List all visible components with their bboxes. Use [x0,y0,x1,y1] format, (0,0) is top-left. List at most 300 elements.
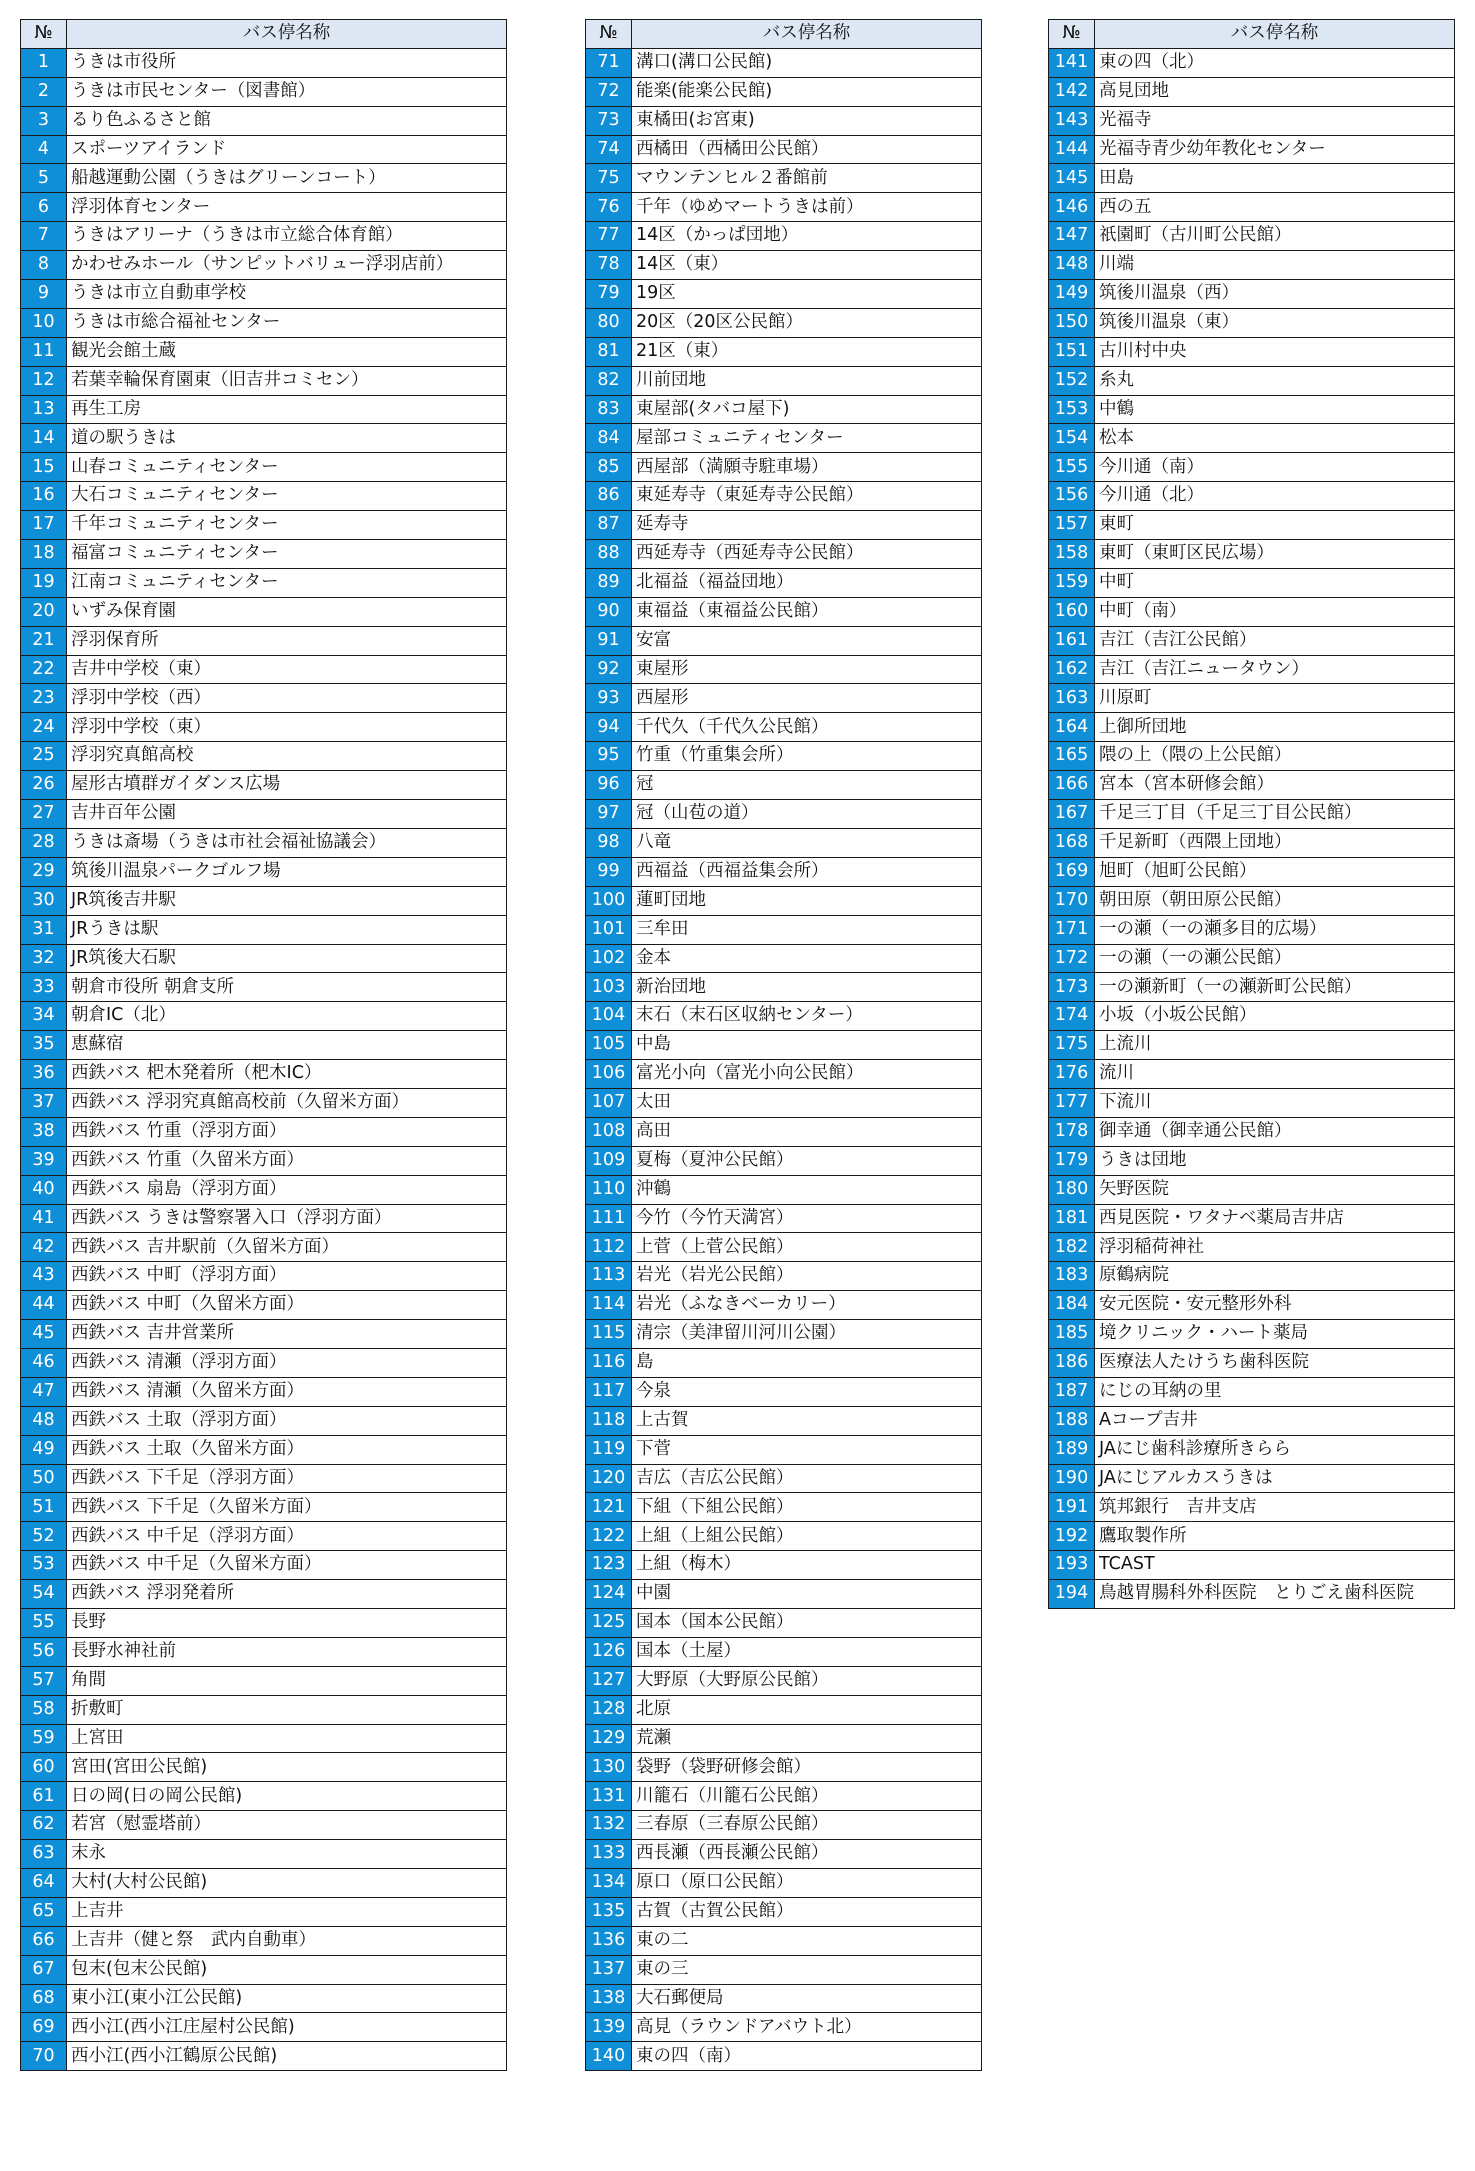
table-row [21,1811,507,1840]
stop-name-cell: 屋部コミュニティセンター [632,424,982,453]
stop-number-cell: 65 [21,1897,67,1926]
stop-name-cell: 上組（上組公民館） [632,1522,982,1551]
table-row [1049,713,1455,742]
stop-name-cell: 観光会館土蔵 [67,337,507,366]
stop-name-cell: 西小江(西小江庄屋村公民館) [67,2013,507,2042]
stop-name-cell: 上流川 [1095,1031,1455,1060]
stop-name-cell: 吉江（吉江公民館） [1095,626,1455,655]
stop-name-cell: 中町（南） [1095,597,1455,626]
table-row [586,337,982,366]
stop-number-cell: 63 [21,1840,67,1869]
stop-name-cell: 上菅（上菅公民館） [632,1233,982,1262]
stop-name-cell: 上吉井（健と祭 武内自動車） [67,1926,507,1955]
table-row [586,1782,982,1811]
stop-name-cell: 大村(大村公民館) [67,1869,507,1898]
stop-name-cell: 14区（かっぱ団地） [632,222,982,251]
table-body [1049,48,1455,1608]
stop-name-cell: 光福寺青少幼年教化センター [1095,135,1455,164]
table-row [1049,1435,1455,1464]
stop-number-cell: 18 [21,540,67,569]
table-row [21,1204,507,1233]
stop-name-cell: 千足三丁目（千足三丁目公民館） [1095,800,1455,829]
table-row [586,1146,982,1175]
stop-number-cell: 182 [1049,1233,1095,1262]
stop-number-cell: 54 [21,1580,67,1609]
table-header-row [586,20,982,49]
table-row [21,568,507,597]
stop-name-cell: 西延寿寺（西延寿寺公民館） [632,540,982,569]
table-row [21,800,507,829]
stop-name-cell: 境クリニック・ハート薬局 [1095,1320,1455,1349]
table-row [586,1811,982,1840]
table-row [21,77,507,106]
table-row [1049,1175,1455,1204]
stop-number-cell: 69 [21,2013,67,2042]
table-row [21,511,507,540]
stop-number-cell: 142 [1049,77,1095,106]
table-row [21,337,507,366]
stop-number-cell: 151 [1049,337,1095,366]
table-row [586,48,982,77]
table-row [1049,1320,1455,1349]
stop-number-cell: 123 [586,1551,632,1580]
stop-name-cell: 下組（下組公民館） [632,1493,982,1522]
table-row [1049,77,1455,106]
stop-name-cell: 鷹取製作所 [1095,1522,1455,1551]
stop-number-cell: 27 [21,800,67,829]
stop-name-cell: 今竹（今竹天満宮） [632,1204,982,1233]
stop-name-cell: 西小江(西小江鶴原公民館) [67,2042,507,2071]
stop-number-cell: 66 [21,1926,67,1955]
table-row [21,1117,507,1146]
stop-number-cell: 47 [21,1377,67,1406]
stop-name-cell: 千年コミュニティセンター [67,511,507,540]
stop-name-cell: 西鉄バス 下千足（浮羽方面） [67,1464,507,1493]
stop-number-cell: 37 [21,1088,67,1117]
stop-number-cell: 138 [586,1984,632,2013]
table-row [1049,626,1455,655]
table-row [21,1233,507,1262]
stop-name-cell: JRうきは駅 [67,915,507,944]
table-row [586,1464,982,1493]
stop-name-cell: 西鉄バス 吉井駅前（久留米方面） [67,1233,507,1262]
table-row [1049,482,1455,511]
stop-number-cell: 38 [21,1117,67,1146]
stop-name-cell: 岩光（ふなきベーカリー） [632,1291,982,1320]
stop-number-cell: 174 [1049,1002,1095,1031]
stop-number-cell: 4 [21,135,67,164]
stop-number-cell: 140 [586,2042,632,2071]
stop-number-cell: 191 [1049,1493,1095,1522]
table-row [586,1695,982,1724]
table-row [586,1348,982,1377]
stop-number-cell: 102 [586,944,632,973]
table-row [1049,424,1455,453]
table-row [586,1637,982,1666]
stop-number-cell: 25 [21,742,67,771]
stop-number-cell: 176 [1049,1060,1095,1089]
stop-name-cell: 御幸通（御幸通公民館） [1095,1117,1455,1146]
stop-number-cell: 93 [586,684,632,713]
table-row [586,424,982,453]
stop-name-cell: 東屋形 [632,655,982,684]
stop-name-cell: 東橘田(お宮東) [632,106,982,135]
table-row [1049,1406,1455,1435]
stop-name-cell: 糸丸 [1095,366,1455,395]
table-row [586,1724,982,1753]
stop-number-cell: 132 [586,1811,632,1840]
stop-number-cell: 77 [586,222,632,251]
table-row [1049,135,1455,164]
stop-name-cell: 末石（末石区収納センター） [632,1002,982,1031]
stop-name-cell: 西鉄バス 中町（浮羽方面） [67,1262,507,1291]
table-row [21,1060,507,1089]
stop-number-cell: 33 [21,973,67,1002]
stop-name-cell: 東屋部(タバコ屋下) [632,395,982,424]
stop-number-cell: 144 [1049,135,1095,164]
table-row [586,1002,982,1031]
stop-name-cell: かわせみホール（サンピットバリュー浮羽店前） [67,251,507,280]
table-row [586,1088,982,1117]
stop-name-cell: 浮羽体育センター [67,193,507,222]
stop-name-cell: 中園 [632,1580,982,1609]
table-row [21,2013,507,2042]
stop-number-cell: 118 [586,1406,632,1435]
stop-name-cell: JAにじアルカスうきは [1095,1464,1455,1493]
stop-number-cell: 183 [1049,1262,1095,1291]
stop-name-cell: 浮羽中学校（西） [67,684,507,713]
bus-stop-table-3 [1048,19,1455,1609]
stop-name-cell: 島 [632,1348,982,1377]
column-header-name: バス停名称 [1095,20,1455,49]
table-row [1049,1522,1455,1551]
table-row [1049,1551,1455,1580]
stop-number-cell: 43 [21,1262,67,1291]
table-row [21,1348,507,1377]
stop-name-cell: 安元医院・安元整形外科 [1095,1291,1455,1320]
stop-name-cell: 蓮町団地 [632,886,982,915]
table-row [1049,1088,1455,1117]
stop-name-cell: 朝田原（朝田原公民館） [1095,886,1455,915]
stop-number-cell: 116 [586,1348,632,1377]
table-row [586,1840,982,1869]
table-row [1049,1233,1455,1262]
stop-name-cell: 西鉄バス 浮羽発着所 [67,1580,507,1609]
stop-name-cell: 19区 [632,280,982,309]
stop-number-cell: 55 [21,1608,67,1637]
stop-number-cell: 84 [586,424,632,453]
table-row [586,828,982,857]
stop-number-cell: 91 [586,626,632,655]
table-row [21,1840,507,1869]
stop-number-cell: 105 [586,1031,632,1060]
table-row [586,2042,982,2071]
stop-name-cell: うきは市役所 [67,48,507,77]
stop-name-cell: 下流川 [1095,1088,1455,1117]
table-row [586,1493,982,1522]
stop-name-cell: 西鉄バス 杷木発着所（杷木IC） [67,1060,507,1089]
stop-number-cell: 30 [21,886,67,915]
stop-number-cell: 137 [586,1955,632,1984]
stop-number-cell: 106 [586,1060,632,1089]
stop-number-cell: 86 [586,482,632,511]
stop-number-cell: 125 [586,1608,632,1637]
stop-name-cell: 小坂（小坂公民館） [1095,1002,1455,1031]
table-row [1049,1464,1455,1493]
stop-name-cell: 中町 [1095,568,1455,597]
stop-name-cell: 東の四（南） [632,2042,982,2071]
stop-name-cell: 日の岡(日の岡公民館) [67,1782,507,1811]
stop-name-cell: JR筑後大石駅 [67,944,507,973]
stop-number-cell: 169 [1049,857,1095,886]
stop-name-cell: 荒瀬 [632,1724,982,1753]
table-row [21,251,507,280]
table-row [586,713,982,742]
stop-name-cell: 東町（東町区民広場） [1095,540,1455,569]
stop-name-cell: 福富コミュニティセンター [67,540,507,569]
stop-number-cell: 52 [21,1522,67,1551]
stop-number-cell: 147 [1049,222,1095,251]
stop-number-cell: 70 [21,2042,67,2071]
stop-name-cell: 浮羽保育所 [67,626,507,655]
table-row [1049,568,1455,597]
table-row [586,1233,982,1262]
stop-number-cell: 50 [21,1464,67,1493]
stop-number-cell: 16 [21,482,67,511]
stop-name-cell: 西長瀬（西長瀬公民館） [632,1840,982,1869]
table-row [1049,193,1455,222]
stop-number-cell: 46 [21,1348,67,1377]
stop-number-cell: 12 [21,366,67,395]
table-row [21,915,507,944]
stop-name-cell: JAにじ歯科診療所きらら [1095,1435,1455,1464]
table-row [586,857,982,886]
stop-number-cell: 78 [586,251,632,280]
stop-number-cell: 76 [586,193,632,222]
stop-name-cell: 西橘田（西橘田公民館） [632,135,982,164]
stop-number-cell: 80 [586,308,632,337]
table-row [21,1088,507,1117]
stop-name-cell: 原鶴病院 [1095,1262,1455,1291]
stop-name-cell: 西鉄バス 扇島（浮羽方面） [67,1175,507,1204]
stop-number-cell: 152 [1049,366,1095,395]
table-row [21,1580,507,1609]
table-row [21,2042,507,2071]
stop-number-cell: 56 [21,1637,67,1666]
stop-name-cell: 筑後川温泉パークゴルフ場 [67,857,507,886]
stop-number-cell: 158 [1049,540,1095,569]
stop-name-cell: うきは市民センター（図書館） [67,77,507,106]
stop-number-cell: 101 [586,915,632,944]
column-header-no: № [586,20,632,49]
stop-number-cell: 13 [21,395,67,424]
stop-number-cell: 186 [1049,1348,1095,1377]
stop-number-cell: 26 [21,771,67,800]
stop-name-cell: 大石コミュニティセンター [67,482,507,511]
stop-number-cell: 126 [586,1637,632,1666]
table-row [586,308,982,337]
table-row [586,540,982,569]
stop-name-cell: 西鉄バス 吉井営業所 [67,1320,507,1349]
table-row [586,251,982,280]
stop-number-cell: 14 [21,424,67,453]
stop-number-cell: 2 [21,77,67,106]
table-row [21,1031,507,1060]
table-row [586,135,982,164]
stop-number-cell: 110 [586,1175,632,1204]
table-row [21,1406,507,1435]
stop-name-cell: 筑後川温泉（西） [1095,280,1455,309]
table-row [21,308,507,337]
stop-name-cell: うきは団地 [1095,1146,1455,1175]
stop-name-cell: 隈の上（隈の上公民館） [1095,742,1455,771]
table-row [21,1320,507,1349]
stop-name-cell: 船越運動公園（うきはグリーンコート） [67,164,507,193]
stop-number-cell: 44 [21,1291,67,1320]
stop-number-cell: 40 [21,1175,67,1204]
stop-number-cell: 98 [586,828,632,857]
stop-number-cell: 9 [21,280,67,309]
table-row [1049,106,1455,135]
stop-number-cell: 64 [21,1869,67,1898]
stop-number-cell: 53 [21,1551,67,1580]
table-row [1049,886,1455,915]
table-row [1049,1493,1455,1522]
stop-name-cell: 角間 [67,1666,507,1695]
stop-number-cell: 164 [1049,713,1095,742]
stop-number-cell: 114 [586,1291,632,1320]
stop-name-cell: 筑後川温泉（東） [1095,308,1455,337]
stop-number-cell: 94 [586,713,632,742]
stop-name-cell: 西鉄バス 清瀬（浮羽方面） [67,1348,507,1377]
stop-name-cell: 宮田(宮田公民館) [67,1753,507,1782]
table-row [1049,800,1455,829]
stop-name-cell: 川原町 [1095,684,1455,713]
stop-name-cell: 西鉄バス 清瀬（久留米方面） [67,1377,507,1406]
stop-number-cell: 120 [586,1464,632,1493]
stop-name-cell: 東福益（東福益公民館） [632,597,982,626]
stop-number-cell: 154 [1049,424,1095,453]
stop-number-cell: 83 [586,395,632,424]
stop-number-cell: 6 [21,193,67,222]
stop-name-cell: 上吉井 [67,1897,507,1926]
stop-name-cell: にじの耳納の里 [1095,1377,1455,1406]
stop-number-cell: 92 [586,655,632,684]
table-row [21,366,507,395]
stop-name-cell: 西鉄バス 竹重（浮羽方面） [67,1117,507,1146]
stop-number-cell: 193 [1049,1551,1095,1580]
table-row [21,973,507,1002]
stop-number-cell: 72 [586,77,632,106]
stop-name-cell: 大野原（大野原公民館） [632,1666,982,1695]
table-row [21,1666,507,1695]
stop-name-cell: 北原 [632,1695,982,1724]
stop-number-cell: 131 [586,1782,632,1811]
table-row [21,540,507,569]
table-row [1049,308,1455,337]
stop-number-cell: 150 [1049,308,1095,337]
stop-name-cell: 山春コミュニティセンター [67,453,507,482]
stop-name-cell: 川籠石（川籠石公民館） [632,1782,982,1811]
stop-name-cell: 朝倉市役所 朝倉支所 [67,973,507,1002]
stop-number-cell: 10 [21,308,67,337]
stop-name-cell: うきはアリーナ（うきは市立総合体育館） [67,222,507,251]
stop-name-cell: 今泉 [632,1377,982,1406]
table-row [21,1753,507,1782]
stop-name-cell: 浮羽究真館高校 [67,742,507,771]
stop-number-cell: 143 [1049,106,1095,135]
table-row [586,1984,982,2013]
stop-name-cell: 田島 [1095,164,1455,193]
table-row [586,1666,982,1695]
stop-number-cell: 160 [1049,597,1095,626]
table-row [21,886,507,915]
stop-name-cell: 中鶴 [1095,395,1455,424]
stop-name-cell: 上組（梅木） [632,1551,982,1580]
table-row [586,395,982,424]
column-header-no: № [1049,20,1095,49]
table-row [21,1926,507,1955]
table-row [586,886,982,915]
stop-number-cell: 178 [1049,1117,1095,1146]
table-row [586,511,982,540]
stop-number-cell: 23 [21,684,67,713]
bus-stop-table-2 [585,19,982,2071]
stop-number-cell: 3 [21,106,67,135]
table-row [586,568,982,597]
table-row [586,482,982,511]
stop-name-cell: 冠（山苞の道） [632,800,982,829]
stop-name-cell: 高見（ラウンドアバウト北） [632,2013,982,2042]
stop-name-cell: 折敷町 [67,1695,507,1724]
stop-name-cell: 西鉄バス 浮羽究真館高校前（久留米方面） [67,1088,507,1117]
table-row [21,1551,507,1580]
stop-name-cell: 祇園町（古川町公民館） [1095,222,1455,251]
stop-number-cell: 167 [1049,800,1095,829]
stop-number-cell: 128 [586,1695,632,1724]
stop-number-cell: 22 [21,655,67,684]
stop-number-cell: 79 [586,280,632,309]
table-row [21,1464,507,1493]
stop-number-cell: 159 [1049,568,1095,597]
stop-number-cell: 188 [1049,1406,1095,1435]
stop-number-cell: 34 [21,1002,67,1031]
table-row [21,1493,507,1522]
stop-name-cell: 再生工房 [67,395,507,424]
column-header-name: バス停名称 [67,20,507,49]
stop-number-cell: 134 [586,1869,632,1898]
stop-name-cell: 道の駅うきは [67,424,507,453]
stop-name-cell: Aコープ吉井 [1095,1406,1455,1435]
stop-number-cell: 20 [21,597,67,626]
stop-number-cell: 165 [1049,742,1095,771]
table-row [586,1955,982,1984]
stop-number-cell: 156 [1049,482,1095,511]
table-row [1049,828,1455,857]
stop-name-cell: 一の瀬（一の瀬多目的広場） [1095,915,1455,944]
stop-number-cell: 108 [586,1117,632,1146]
table-row [586,1291,982,1320]
stop-name-cell: 千足新町（西隈上団地） [1095,828,1455,857]
stop-number-cell: 49 [21,1435,67,1464]
stop-number-cell: 31 [21,915,67,944]
stop-name-cell: 西鉄バス 土取（久留米方面） [67,1435,507,1464]
stop-number-cell: 28 [21,828,67,857]
stop-number-cell: 111 [586,1204,632,1233]
stop-name-cell: 恵蘇宿 [67,1031,507,1060]
stop-name-cell: 東町 [1095,511,1455,540]
stop-name-cell: 今川通（南） [1095,453,1455,482]
